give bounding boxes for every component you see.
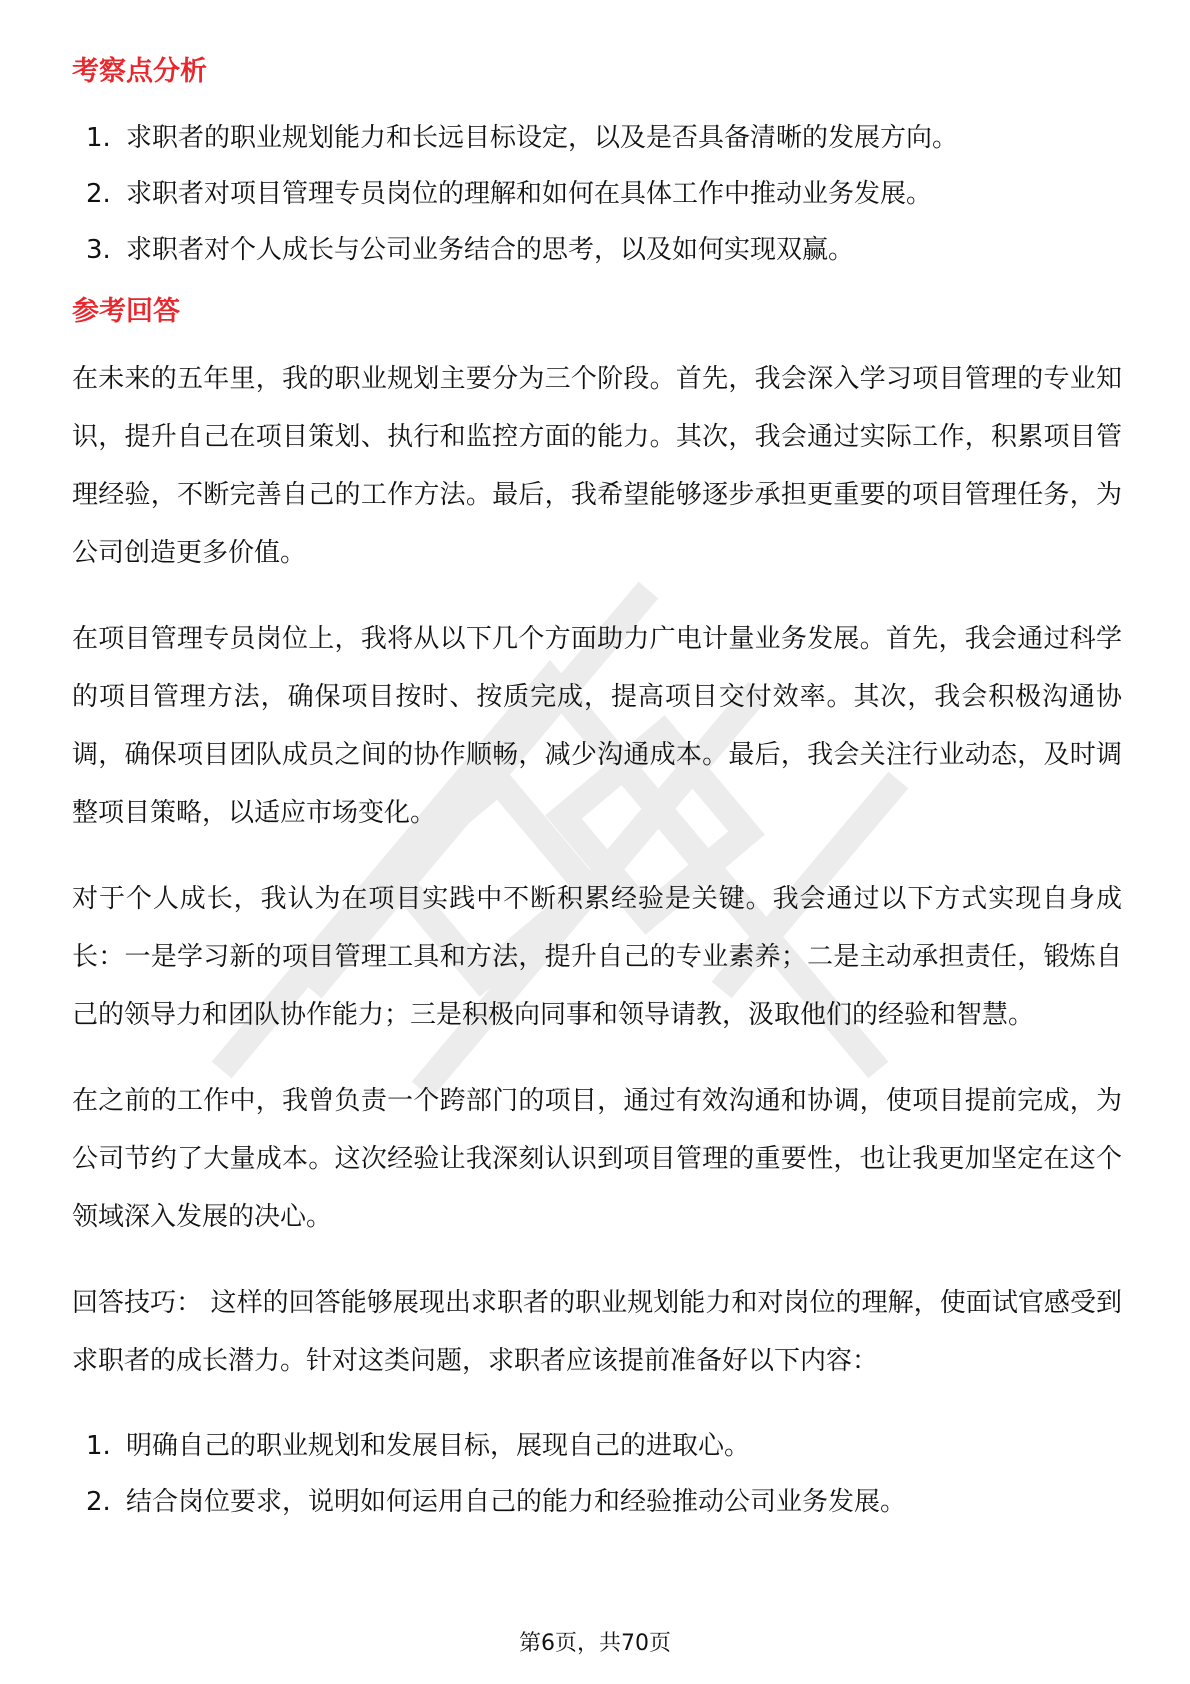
list-item: [72, 222, 1122, 278]
list-text: 求职者对项目管理专员岗位的理解和如何在具体工作中推动业务发展。: [126, 179, 933, 209]
list-number: 1.: [86, 123, 111, 153]
list-text: 求职者对个人成长与公司业务结合的思考，以及如何实现双赢。: [126, 235, 855, 265]
tips-list: [72, 1418, 1122, 1530]
list-item: [72, 1474, 1122, 1530]
answer-paragraph: 对于个人成长，我认为在项目实践中不断积累经验是关键。我会通过以下方式实现自身成长：一是学习新的项目管理工具和方法，提升自己的专业素养；二是主动承担责任，锻炼自己的领导力和团队协作能力；三是积极向同事和领导请教，汲取他们的经验和智慧。: [72, 884, 1122, 1030]
list-number: 1.: [86, 1431, 111, 1461]
list-number: 3.: [86, 235, 111, 265]
answer-paragraph: 在项目管理专员岗位上，我将从以下几个方面助力广电计量业务发展。首先，我会通过科学的项目管理方法，确保项目按时、按质完成，提高项目交付效率。其次，我会积极沟通协调，确保项目团队成员之间的协作顺畅，减少沟通成本。最后，我会关注行业动态，及时调整项目策略，以适应市场变化。: [72, 624, 1122, 828]
list-number: 2.: [86, 179, 111, 209]
document-content: [72, 40, 1122, 1530]
list-item: [72, 110, 1122, 166]
answer-tips-paragraph: 回答技巧： 这样的回答能够展现出求职者的职业规划能力和对岗位的理解，使面试官感受到求职者的成长潜力。针对这类问题，求职者应该提前准备好以下内容：: [72, 1288, 1122, 1376]
answer-paragraph: 在之前的工作中，我曾负责一个跨部门的项目，通过有效沟通和协调，使项目提前完成，为公司节约了大量成本。这次经验让我深刻认识到项目管理的重要性，也让我更加坚定在这个领域深入发展的决心。: [72, 1086, 1122, 1232]
list-text: 求职者的职业规划能力和长远目标设定，以及是否具备清晰的发展方向。: [126, 123, 959, 153]
analysis-list: [72, 110, 1122, 278]
analysis-heading: 考察点分析: [72, 56, 207, 87]
answer-paragraph: 在未来的五年里，我的职业规划主要分为三个阶段。首先，我会深入学习项目管理的专业知识，提升自己在项目策划、执行和监控方面的能力。其次，我会通过实际工作，积累项目管理经验，不断完善自己的工作方法。最后，我希望能够逐步承担更重要的项目管理任务，为公司创造更多价值。: [72, 364, 1122, 568]
list-item: [72, 1418, 1122, 1474]
list-item: [72, 166, 1122, 222]
answer-heading: 参考回答: [72, 296, 180, 327]
list-text: 明确自己的职业规划和发展目标，展现自己的进取心。: [126, 1431, 751, 1461]
list-text: 结合岗位要求，说明如何运用自己的能力和经验推动公司业务发展。: [126, 1487, 907, 1517]
page-number-footer: 第6页，共70页: [519, 1631, 671, 1656]
list-number: 2.: [86, 1487, 111, 1517]
